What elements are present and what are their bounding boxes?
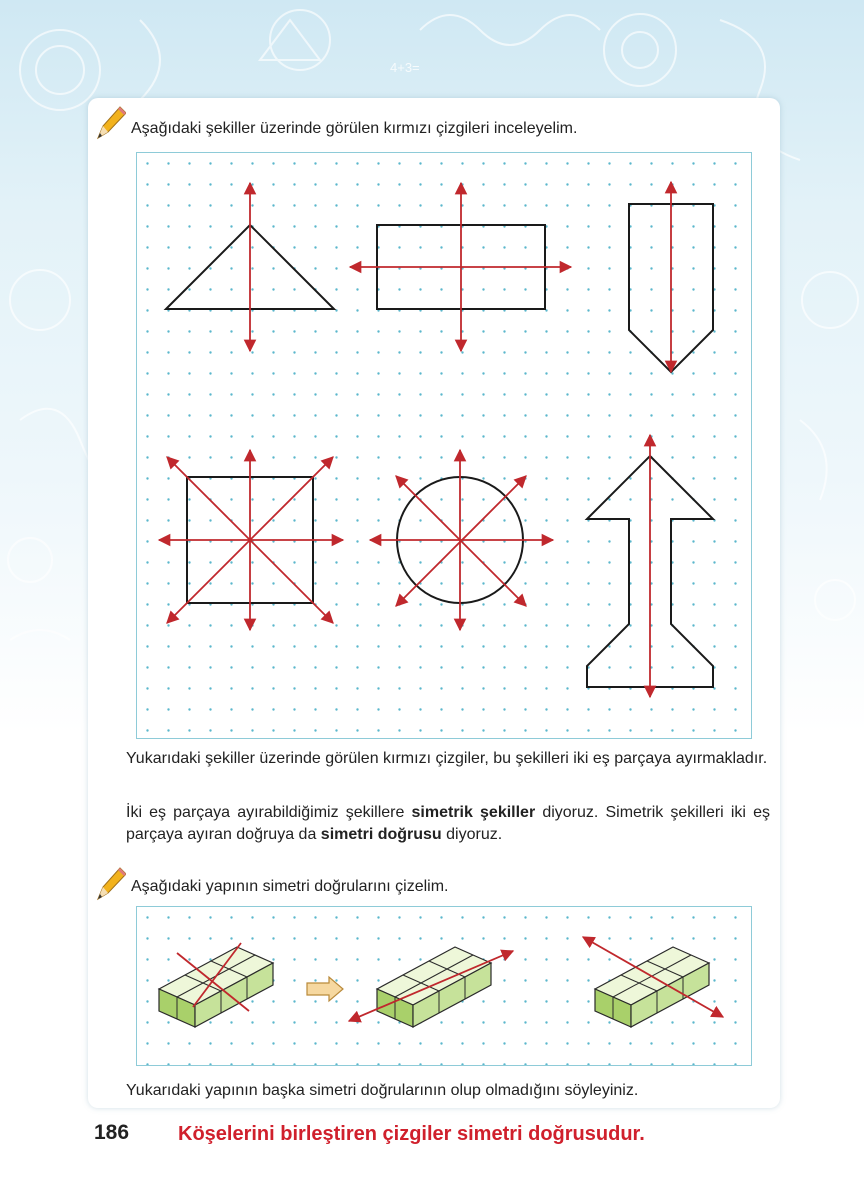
paragraph-2 — [126, 802, 770, 846]
page-number: 186 — [94, 1121, 130, 1144]
paragraph-1: Yukarıdaki şekiller üzerinde görülen kırmızı çizgiler, bu şekilleri iki eş parçaya ayırmakladır. — [126, 750, 768, 767]
paragraph-2-text-b: diyoruz. Simetrik şekilleri iki eş parçaya ayıran doğruya da — [126, 804, 770, 843]
instruction-2: Aşağıdaki yapının simetri doğrularını çizelim. — [131, 878, 449, 895]
cubes-canvas — [137, 907, 751, 1065]
term-symmetric-shapes: simetrik şekiller — [411, 804, 536, 821]
pencil-icon — [96, 865, 126, 901]
paragraph-2-text-c: diyoruz. — [441, 826, 503, 843]
pencil-icon — [96, 104, 126, 140]
grid-canvas — [137, 153, 751, 738]
term-symmetry-line: simetri doğrusu — [320, 826, 442, 843]
svg-text:4+3=: 4+3= — [390, 60, 420, 75]
shapes-grid — [136, 152, 752, 739]
instruction-1: Aşağıdaki şekiller üzerinde görülen kırmızı çizgileri inceleyelim. — [131, 120, 578, 137]
question-text: Yukarıdaki yapının başka simetri doğrularının olup olmadığını söyleyiniz. — [126, 1082, 639, 1099]
cubes-grid — [136, 906, 752, 1066]
footer-note: Köşelerini birleştiren çizgiler simetri doğrusudur. — [178, 1123, 645, 1145]
paragraph-2-text-a: İki eş parçaya ayırabildiğimiz şekillere — [126, 804, 412, 821]
